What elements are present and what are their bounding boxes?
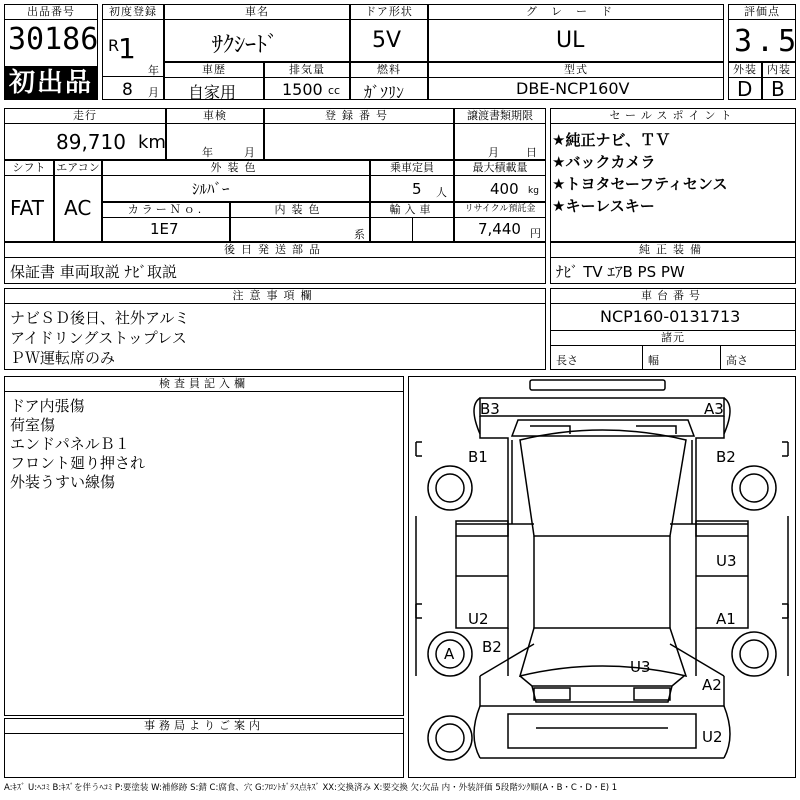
inspector-line: 外装うすい線傷 bbox=[10, 473, 116, 491]
sales-point-item: ★純正ナビ、ＴＶ bbox=[552, 131, 671, 149]
lot-number: 30186 bbox=[8, 22, 99, 57]
first-listing-badge: 初出品 bbox=[4, 66, 98, 100]
first-reg-divider bbox=[102, 76, 164, 77]
mark-u3-right: U3 bbox=[716, 552, 737, 570]
color-no-value: 1E7 bbox=[150, 220, 179, 238]
history-value: 自家用 bbox=[188, 83, 237, 102]
car-name-label: 車名 bbox=[164, 4, 350, 20]
sales-point-item: ★バックカメラ bbox=[552, 153, 656, 171]
import-divider bbox=[412, 218, 413, 242]
inspection-label: 車検 bbox=[166, 108, 264, 124]
shift-label: シフト bbox=[4, 160, 54, 176]
model-label: 型式 bbox=[428, 62, 724, 78]
mark-b2-mid: B2 bbox=[482, 638, 502, 656]
aircon-label: エアコン bbox=[54, 160, 102, 176]
capacity-unit: 人 bbox=[436, 186, 447, 199]
capacity-label: 乗車定員 bbox=[370, 160, 454, 176]
car-diagram bbox=[408, 376, 796, 778]
fuel-label: 燃料 bbox=[350, 62, 428, 78]
notes-line: ＰＷ運転席のみ bbox=[10, 349, 116, 367]
score-value: 3.5 bbox=[734, 24, 800, 59]
recycle-unit: 円 bbox=[530, 227, 541, 240]
mark-b1: B1 bbox=[468, 448, 488, 466]
mark-a3: A3 bbox=[704, 400, 724, 418]
first-reg-label: 初度登録 bbox=[102, 4, 164, 20]
int-grade-label: 内装 bbox=[762, 62, 796, 78]
color-no-label: カラーＮｏ. bbox=[102, 202, 230, 218]
sales-points-label: セールスポイント bbox=[550, 108, 796, 124]
lot-label: 出品番号 bbox=[4, 4, 98, 20]
aircon-value: AC bbox=[64, 196, 92, 220]
transfer-month-unit: 月 bbox=[488, 146, 499, 159]
later-parts-value: 保証書 車両取説 ﾅﾋﾞ取説 bbox=[10, 263, 178, 281]
first-reg-year: 1 bbox=[118, 32, 136, 65]
sales-point-item: ★キーレスキー bbox=[552, 197, 655, 215]
chassis-label: 車台番号 bbox=[550, 288, 796, 304]
transfer-day-unit: 日 bbox=[526, 146, 537, 159]
mark-b3: B3 bbox=[480, 400, 500, 418]
first-reg-month: 8 bbox=[122, 80, 133, 100]
sales-point-item: ★トヨタセーフティセンス bbox=[552, 175, 728, 193]
reg-number-label: 登録番号 bbox=[264, 108, 454, 124]
displacement-value: 1500 bbox=[282, 80, 323, 99]
recycle-value: 7,440 bbox=[478, 220, 521, 238]
shift-value: FAT bbox=[10, 196, 45, 220]
int-grade-value: B bbox=[771, 77, 785, 101]
max-load-value: 400 bbox=[490, 180, 519, 198]
dims-length: 長さ bbox=[556, 354, 578, 367]
later-parts-label: 後日発送部品 bbox=[4, 242, 546, 258]
dims-height: 高さ bbox=[726, 354, 748, 367]
mark-b2-top: B2 bbox=[716, 448, 736, 466]
model-value: DBE-NCP160V bbox=[516, 79, 630, 98]
ext-color-value: ｼﾙﾊﾞｰ bbox=[192, 180, 230, 198]
displacement-label: 排気量 bbox=[264, 62, 350, 78]
mark-u2-bottom: U2 bbox=[702, 728, 723, 746]
max-load-label: 最大積載量 bbox=[454, 160, 546, 176]
fuel-value: ｶﾞｿﾘﾝ bbox=[364, 83, 405, 102]
inspector-line: エンドパネルＢ１ bbox=[10, 435, 130, 453]
ext-color-label: 外装色 bbox=[102, 160, 370, 176]
dims-width: 幅 bbox=[648, 354, 659, 367]
int-color-label: 内装色 bbox=[230, 202, 370, 218]
score-label: 評価点 bbox=[728, 4, 796, 20]
ext-grade-value: D bbox=[737, 77, 753, 101]
grade-label: グレード bbox=[428, 4, 724, 20]
legend-text: A:ｷｽﾞ U:ﾍｺﾐ B:ｷｽﾞを伴うﾍｺﾐ P:要塗装 W:補修跡 S:錆 C:腐食、穴 G:ﾌﾛﾝﾄｶﾞﾗｽ点ｷｽﾞ XX:交換済み X:要交換 欠:欠品 内・外装評価 5段階ﾗﾝｸ順(A・B・C・D・E) 1 bbox=[4, 783, 618, 793]
mark-u3-center: U3 bbox=[630, 658, 651, 676]
dims-label: 諸元 bbox=[550, 330, 796, 346]
int-color-unit: 系 bbox=[354, 228, 365, 241]
history-label: 車歴 bbox=[164, 62, 264, 78]
mark-a1: A1 bbox=[716, 610, 736, 628]
inspector-label: 検査員記入欄 bbox=[4, 376, 404, 392]
door-value: 5V bbox=[372, 28, 402, 53]
mark-a-wheel: A bbox=[444, 645, 455, 663]
inspector-box bbox=[4, 376, 404, 716]
month-unit: 月 bbox=[148, 86, 159, 99]
max-load-unit: kg bbox=[528, 186, 539, 196]
capacity-value: 5 bbox=[412, 180, 422, 198]
notes-label: 注意事項欄 bbox=[4, 288, 546, 304]
displacement-unit: cc bbox=[328, 84, 341, 97]
notes-line: ナビＳＤ後日、社外アルミ bbox=[10, 309, 190, 327]
year-unit: 年 bbox=[148, 64, 159, 77]
dims-div-1 bbox=[642, 346, 643, 370]
ext-grade-label: 外装 bbox=[728, 62, 762, 78]
office-label: 事務局よりご案内 bbox=[4, 718, 404, 734]
recycle-label: リサイクル預託金 bbox=[454, 202, 546, 218]
inspector-line: 荷室傷 bbox=[10, 416, 56, 434]
inspection-year-unit: 年 bbox=[202, 146, 213, 159]
genuine-equip-value: ﾅﾋﾞ TV ｴｱB PS PW bbox=[556, 263, 685, 281]
grade-value: UL bbox=[556, 28, 585, 53]
dims-div-2 bbox=[720, 346, 721, 370]
mileage-label: 走行 bbox=[4, 108, 166, 124]
transfer-label: 譲渡書類期限 bbox=[454, 108, 546, 124]
chassis-value: NCP160-0131713 bbox=[600, 307, 741, 326]
inspection-month-unit: 月 bbox=[244, 146, 255, 159]
mileage-value: 89,710 bbox=[56, 130, 126, 154]
mark-u2-left: U2 bbox=[468, 610, 489, 628]
notes-line: アイドリングストップレス bbox=[10, 329, 187, 347]
door-label: ドア形状 bbox=[350, 4, 428, 20]
inspector-line: ドア内張傷 bbox=[10, 397, 85, 415]
inspector-line: フロント廻り押され bbox=[10, 454, 146, 472]
car-name-value: ｻｸｼｰﾄﾞ bbox=[212, 33, 279, 58]
genuine-equip-label: 純正装備 bbox=[550, 242, 796, 258]
mark-a2: A2 bbox=[702, 676, 722, 694]
mileage-unit: km bbox=[138, 132, 166, 153]
first-reg-era: R bbox=[108, 36, 120, 55]
import-label: 輸入車 bbox=[370, 202, 454, 218]
